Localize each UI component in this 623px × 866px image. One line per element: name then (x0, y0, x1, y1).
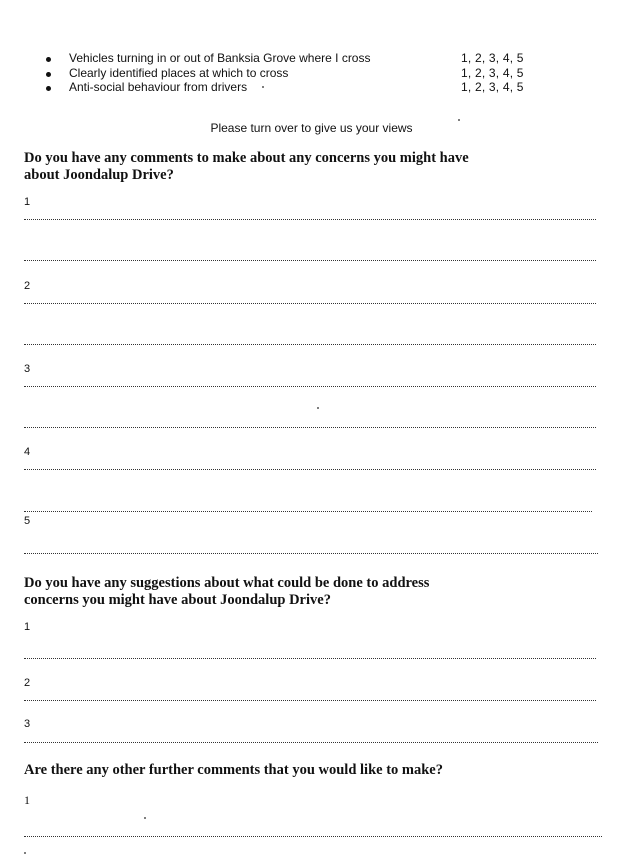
scan-speck (144, 817, 146, 819)
answer-line[interactable] (24, 344, 596, 345)
question-suggestions-heading (24, 575, 429, 609)
answer-line[interactable] (24, 658, 596, 659)
rating-scale: 1, 2, 3, 4, 5 (461, 80, 524, 94)
question-concerns-heading (24, 150, 469, 184)
answer-line[interactable] (24, 386, 596, 387)
answer-line[interactable] (24, 260, 596, 261)
scan-speck (262, 86, 264, 88)
answer-line[interactable] (24, 700, 596, 701)
answer-line[interactable] (24, 742, 598, 743)
rating-scale: 1, 2, 3, 4, 5 (461, 66, 524, 80)
answer-line[interactable] (24, 469, 596, 470)
answer-number: 1 (24, 621, 31, 633)
answer-number: 3 (24, 363, 31, 375)
answer-number: 2 (24, 280, 31, 292)
answer-number: 4 (24, 446, 31, 458)
answer-number: 3 (24, 718, 31, 730)
answer-line[interactable] (24, 553, 598, 554)
question-line: about Joondalup Drive? (24, 167, 174, 183)
rating-scale: 1, 2, 3, 4, 5 (461, 51, 524, 65)
answer-number: 1 (24, 196, 31, 208)
answer-line[interactable] (24, 511, 592, 512)
rating-item-text: Clearly identified places at which to cross (69, 66, 289, 80)
bullet-icon (46, 86, 51, 91)
rating-item-text: Vehicles turning in or out of Banksia Grove where I cross (69, 51, 371, 65)
rating-item (0, 80, 623, 96)
answer-line[interactable] (24, 219, 596, 220)
question-line: Do you have any suggestions about what could be done to address (24, 575, 430, 591)
answer-line[interactable] (24, 303, 596, 304)
answer-number: 2 (24, 677, 31, 689)
scan-speck (317, 407, 319, 409)
question-line: concerns you might have about Joondalup Drive? (24, 592, 331, 608)
bullet-icon (46, 72, 51, 77)
answer-number: 1 (24, 793, 30, 807)
question-line: Do you have any comments to make about any concerns you might have (24, 150, 469, 166)
scan-speck (24, 852, 26, 854)
bullet-icon (46, 57, 51, 62)
rating-item-text: Anti-social behaviour from drivers (69, 80, 248, 94)
answer-number: 5 (24, 515, 31, 527)
turn-over-note: Please turn over to give us your views (210, 121, 413, 135)
answer-line[interactable] (24, 427, 596, 428)
question-other-heading (24, 762, 443, 779)
scan-speck (458, 119, 460, 121)
answer-line[interactable] (24, 836, 602, 837)
rating-item (0, 51, 623, 67)
question-line: Are there any other further comments that you would like to make? (24, 762, 443, 778)
